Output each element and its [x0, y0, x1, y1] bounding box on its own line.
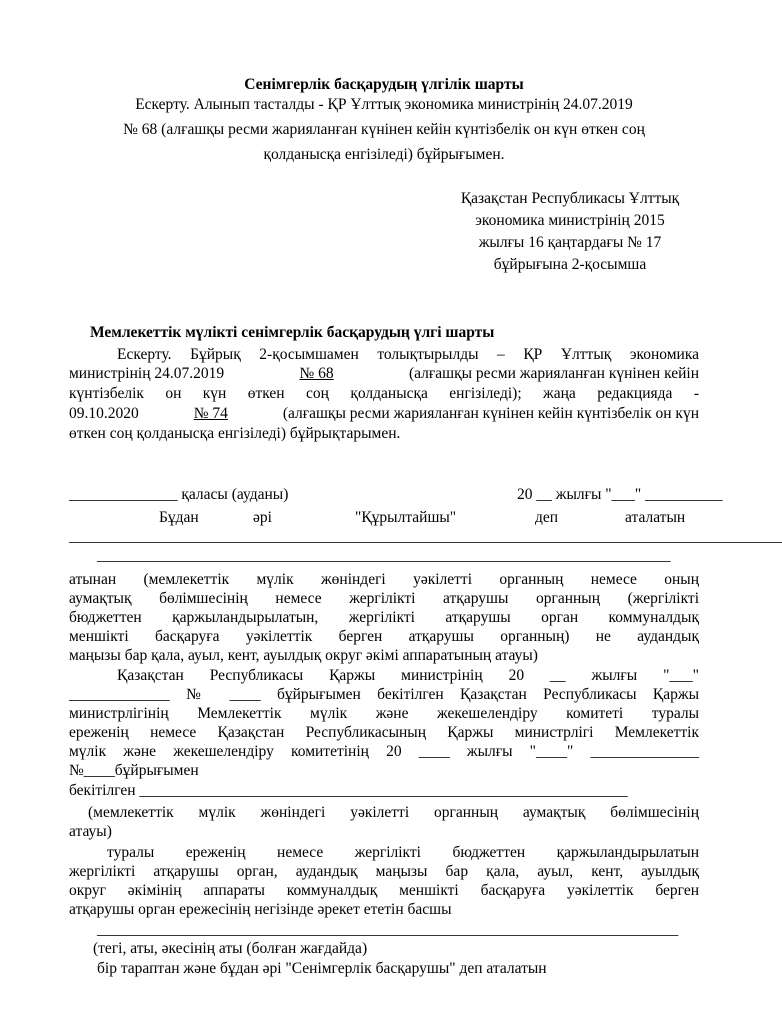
note2-line2: [69, 364, 699, 383]
appendix-line1: Қазақстан Республикасы Ұлттық: [460, 190, 680, 207]
note2-line2-a: министрінің 24.07.2019: [69, 365, 225, 382]
word-budan: Бұдан: [159, 509, 199, 526]
para3-line1: туралы ереженің немесе жергілікті бюджеттен қаржыландырылатын: [107, 844, 699, 861]
para3-line3: округ әкімінің аппараты коммуналдық меншікті басқаруға уәкілеттік берген: [69, 882, 699, 899]
note2-line5: өткен соң қолданысқа енгізіледі) бұйрықтарымен.: [69, 425, 401, 442]
order-74-link[interactable]: № 74: [193, 405, 228, 422]
word-ari: әрі: [253, 509, 272, 526]
last-line: бір тараптан және бұдан әрі "Сенімгерлік басқарушы" деп аталатын: [97, 960, 547, 977]
para1-line1: атынан (мемлекеттік мүлік жөніндегі уәкілетті органның немесе оның: [69, 571, 699, 588]
word-founder: "Құрылтайшы": [355, 509, 457, 526]
para2-line4: ереженің немесе Қазақстан Республикасының Қаржы министрлігі Мемлекеттік: [69, 724, 699, 741]
caption1-line2: атауы): [69, 823, 112, 840]
para2-line5: мүлік және жекешелендіру комитетінің 20 ____ жылғы "____" ______________: [69, 743, 699, 760]
note2-line4-b: (алғашқы ресми жарияланған күнінен кейін күнтізбелік он күн: [282, 405, 699, 422]
para2-line3: министрлігінің Мемлекеттік мүлік және жекешелендіру комитеті туралы: [69, 705, 699, 722]
note2-line1: Ескерту. Бұйрық 2-қосымшамен толықтырылды – ҚР Ұлттық экономика: [117, 346, 699, 363]
note1-line2: № 68 (алғашқы ресми жарияланған күнінен кейін күнтізбелік он күн өткен соң: [123, 121, 645, 138]
word-dep: деп: [535, 509, 559, 526]
para1-line5: маңызы бар қала, ауыл, кент, ауылдық округ әкімі аппаратының атауы): [69, 647, 538, 664]
blank-line-1: ____________________________________________________________________________________________: [69, 528, 782, 545]
note2-line4: [69, 404, 699, 423]
date-field: 20 __ жылғы "___" __________: [517, 486, 723, 503]
note2-line4-a: 09.10.2020: [69, 405, 139, 422]
para1-line3: бюджеттен қаржыландырылатын, жергілікті атқарушы орган коммуналдық: [69, 609, 699, 626]
appendix-line3: жылғы 16 қаңтардағы № 17: [478, 234, 662, 251]
note1-line3: қолданысқа енгізіледі) бұйрығымен.: [263, 146, 505, 163]
note1-line1: Ескерту. Алынып тасталды - ҚР Ұлттық экономика министрінің 24.07.2019: [135, 96, 633, 113]
para3-line2: жергілікті атқарушы орган, аудандық маңызы бар қала, ауыл, кент, ауылдық: [69, 863, 699, 880]
para2-line1: Қазақстан Республикасы Қаржы министрінің 20 __ жылғы "___": [117, 667, 699, 684]
caption2: (тегі, аты, әкесінің аты (болған жағдайда): [93, 940, 368, 957]
note2-line3: күнтізбелік он күн өткен соң қолданысқа енгізіледі); жаңа редакцияда -: [69, 385, 699, 402]
appendix-line4: бұйрығына 2-қосымша: [493, 256, 647, 273]
note2-line2-b: (алғашқы ресми жарияланған күнінен кейін: [408, 365, 699, 382]
word-atalatyn: аталатын: [625, 509, 686, 526]
document-title: Сенімгерлік басқарудың үлгілік шарты: [244, 76, 524, 93]
subtitle: Мемлекеттік мүлікті сенімгерлік басқарудың үлгі шарты: [90, 324, 495, 341]
caption1-line1: (мемлекеттік мүлік жөніндегі уәкілетті органның аумақтық бөлімшесінің: [88, 804, 699, 821]
city-field: ______________ қаласы (ауданы): [69, 486, 289, 503]
para1-line4: меншікті басқаруға уәкілеттік берген атқарушы органның) не аудандық: [69, 628, 699, 645]
order-68-link[interactable]: № 68: [299, 365, 334, 382]
para3-line4: атқарушы орган ережесінің негізінде әрекет ететін басшы: [69, 901, 452, 918]
para2-line6: №____бұйрығымен: [69, 762, 199, 779]
para2-line7: бекітілген _______________________________________________________________: [69, 782, 628, 799]
blank-line-3: ___________________________________________________________________________: [97, 921, 679, 938]
appendix-line2: экономика министрінің 2015: [475, 212, 665, 229]
para2-line2: _____________ № ____ бұйрығымен бекітілген Қазақстан Республикасы Қаржы: [69, 686, 699, 703]
blank-line-2: __________________________________________________________________________: [97, 547, 671, 564]
para1-line2: аумақтық бөлімшесінің немесе жергілікті атқарушы органның (жергілікті: [69, 590, 699, 607]
